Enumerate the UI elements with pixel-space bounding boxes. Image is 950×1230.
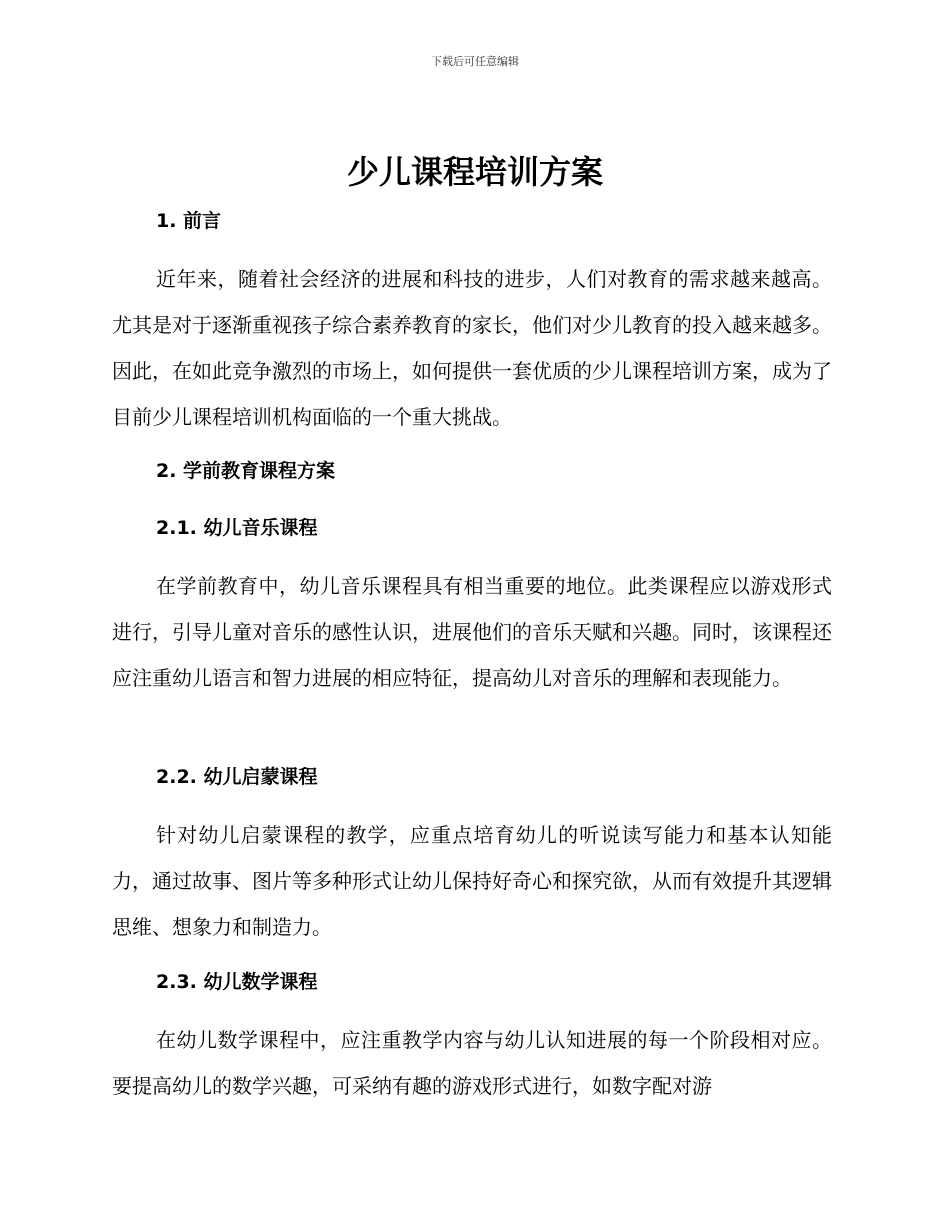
section-heading-preschool-curriculum: 2. 学前教育课程方案 xyxy=(156,460,336,482)
paragraph-math-course: 在幼儿数学课程中，应注重教学内容与幼儿认知进展的每一个阶段相对应。要提高幼儿的数学兴趣，可采纳有趣的游戏形式进行，如数字配对游 xyxy=(112,1028,832,1098)
paragraph-preface: 近年来，随着社会经济的进展和科技的进步，人们对教育的需求越来越高。尤其是对于逐渐重视孩子综合素养教育的家长，他们对少儿教育的投入越来越多。因此，在如此竞争激烈的市场上，如何提供一套优质的少儿课程培训方案，成为了目前少儿课程培训机构面临的一个重大挑战。 xyxy=(112,267,832,429)
section-heading-music-course: 2.1. 幼儿音乐课程 xyxy=(156,517,318,539)
paragraph-music-course: 在学前教育中，幼儿音乐课程具有相当重要的地位。此类课程应以游戏形式进行，引导儿童对音乐的感性认识，进展他们的音乐天赋和兴趣。同时，该课程还应注重幼儿语言和智力进展的相应特征，提高幼儿对音乐的理解和表现能力。 xyxy=(112,574,832,690)
page-header-note: 下载后可任意编辑 xyxy=(431,55,519,68)
document-title: 少儿课程培训方案 xyxy=(346,153,603,191)
section-heading-enlightenment-course: 2.2. 幼儿启蒙课程 xyxy=(156,766,318,788)
paragraph-enlightenment-course: 针对幼儿启蒙课程的教学，应重点培育幼儿的听说读写能力和基本认知能力，通过故事、图片等多种形式让幼儿保持好奇心和探究欲，从而有效提升其逻辑思维、想象力和制造力。 xyxy=(112,823,832,939)
section-heading-math-course: 2.3. 幼儿数学课程 xyxy=(156,971,318,993)
section-heading-preface: 1. 前言 xyxy=(156,210,222,232)
